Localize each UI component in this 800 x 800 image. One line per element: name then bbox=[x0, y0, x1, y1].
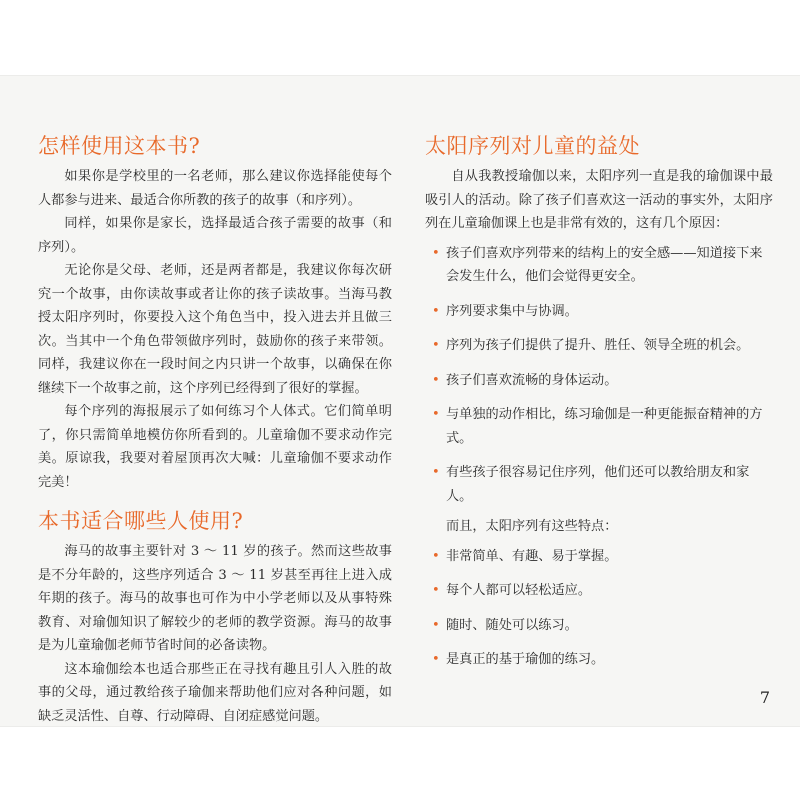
bullet-icon: • bbox=[432, 303, 440, 319]
left-column bbox=[38, 133, 392, 728]
bullet-icon: • bbox=[432, 617, 440, 633]
list-item-text: 孩子们喜欢流畅的身体运动。 bbox=[446, 372, 618, 388]
section-heading-how-to-use: 怎样使用这本书? bbox=[38, 134, 201, 158]
intro-paragraph: 自从我教授瑜伽以来，太阳序列一直是我的瑜伽课中最吸引人的活动。除了孩子们喜欢这一活动的事实外，太阳序列在儿童瑜伽课上也是非常有效的，这有几个原因： bbox=[425, 169, 773, 231]
paragraph: 同样，如果你是家长，选择最适合孩子需要的故事（和序列）。 bbox=[38, 216, 392, 255]
bullet-icon: • bbox=[432, 372, 440, 388]
page-number: 7 bbox=[759, 688, 770, 707]
list-item bbox=[425, 369, 773, 393]
section-heading-audience: 本书适合哪些人使用? bbox=[38, 509, 244, 533]
list-item bbox=[425, 579, 773, 603]
list-item-text: 非常简单、有趣、易于掌握。 bbox=[446, 548, 618, 564]
list-item bbox=[425, 334, 773, 358]
list-item bbox=[425, 648, 773, 672]
list-item-text: 有些孩子很容易记住序列，他们还可以教给朋友和家人。 bbox=[446, 465, 750, 504]
features-list bbox=[425, 545, 773, 672]
list-item-text: 与单独的动作相比，练习瑜伽是一种更能振奋精神的方式。 bbox=[446, 407, 763, 446]
list-item bbox=[425, 461, 773, 508]
bullet-icon: • bbox=[432, 407, 440, 422]
list-item-text: 孩子们喜欢序列带来的结构上的安全感——知道接下来会发生什么，他们会觉得更安全。 bbox=[446, 245, 763, 284]
bullet-icon: • bbox=[432, 583, 440, 598]
right-column bbox=[425, 133, 773, 683]
features-intro: 而且，太阳序列有这些特点： bbox=[446, 519, 618, 534]
section-heading-sun-sequence-benefits: 太阳序列对儿童的益处 bbox=[425, 134, 640, 158]
paragraph: 如果你是学校里的一名老师，那么建议你选择能使每个人都参与进来、最适合你所教的孩子的故事（和序列）。 bbox=[38, 169, 392, 208]
bullet-icon: • bbox=[432, 465, 440, 480]
list-item-text: 序列要求集中与协调。 bbox=[446, 303, 578, 319]
list-item bbox=[425, 545, 773, 569]
bullet-icon: • bbox=[432, 338, 440, 353]
reasons-list bbox=[425, 242, 773, 509]
list-item bbox=[425, 300, 773, 324]
bullet-icon: • bbox=[432, 245, 440, 261]
list-item bbox=[425, 614, 773, 638]
list-item-text: 随时、随处可以练习。 bbox=[446, 617, 578, 633]
list-item bbox=[425, 242, 773, 289]
list-item-text: 是真正的基于瑜伽的练习。 bbox=[446, 652, 605, 667]
list-item bbox=[425, 403, 773, 450]
paragraph: 每个序列的海报展示了如何练习个人体式。它们简单明了，你只需简单地模仿你所看到的。儿童瑜伽不要求动作完美。原谅我，我要对着屋顶再次大喊：儿童瑜伽不要求动作完美！ bbox=[38, 404, 392, 490]
paragraph: 这本瑜伽绘本也适合那些正在寻找有趣且引人入胜的故事的父母，通过教给孩子瑜伽来帮助他们应对各种问题，如缺乏灵活性、自尊、行动障碍、自闭症感觉问题。 bbox=[38, 661, 392, 724]
list-item-text: 序列为孩子们提供了提升、胜任、领导全班的机会。 bbox=[446, 338, 750, 353]
paragraph: 海马的故事主要针对 3 ～ 11 岁的孩子。然而这些故事是不分年龄的，这些序列适合 3 ～ 11 岁甚至再往上进入成年期的孩子。海马的故事也可作为中小学老师以及从事特殊教育、对瑜伽知识了解较少的老师的教学资源。海马的故事是为儿童瑜伽老师节省时间的必备读物。 bbox=[38, 544, 392, 653]
list-item-text: 每个人都可以轻松适应。 bbox=[446, 583, 592, 598]
bullet-icon: • bbox=[432, 548, 440, 564]
bullet-icon: • bbox=[432, 652, 440, 667]
paragraph: 无论你是父母、老师，还是两者都是，我建议你每次研究一个故事，由你读故事或者让你的孩子读故事。当海马教授太阳序列时，你要投入这个角色当中，投入进去并且做三次。当其中一个角色带领做序列时，鼓励你的孩子来带领。同样，我建议你在一段时间之内只讲一个故事，以确保在你继续下一个故事之前，这个序列已经得到了很好的掌握。 bbox=[38, 263, 392, 396]
book-page bbox=[0, 75, 800, 727]
